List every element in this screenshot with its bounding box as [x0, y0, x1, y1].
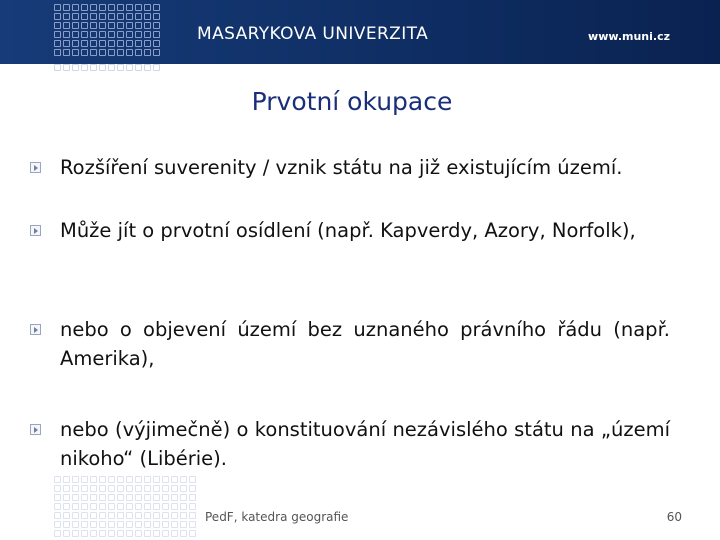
grid-cell	[126, 503, 133, 510]
grid-cell	[189, 476, 196, 483]
grid-cell	[54, 503, 61, 510]
grid-cell	[108, 512, 115, 519]
grid-cell	[90, 49, 97, 56]
grid-cell	[99, 503, 106, 510]
grid-cell	[126, 64, 133, 71]
footer-grid-decoration	[54, 476, 196, 537]
grid-cell	[153, 13, 160, 20]
grid-cell	[81, 476, 88, 483]
grid-cell	[90, 31, 97, 38]
grid-cell	[126, 530, 133, 537]
grid-cell	[99, 521, 106, 528]
grid-cell	[108, 476, 115, 483]
grid-cell	[153, 22, 160, 29]
grid-cell	[153, 49, 160, 56]
grid-cell	[144, 476, 151, 483]
grid-cell	[153, 494, 160, 501]
bullet-item	[30, 415, 670, 473]
grid-cell	[171, 512, 178, 519]
grid-cell	[189, 530, 196, 537]
grid-cell	[54, 476, 61, 483]
grid-cell	[144, 22, 151, 29]
grid-cell	[144, 64, 151, 71]
grid-cell	[99, 530, 106, 537]
grid-cell	[81, 13, 88, 20]
bullet-text: nebo o objevení území bez uznaného právního řádu (např. Amerika),	[60, 318, 670, 370]
grid-cell	[72, 503, 79, 510]
grid-cell	[81, 494, 88, 501]
grid-cell	[90, 40, 97, 47]
grid-cell	[135, 521, 142, 528]
grid-cell	[72, 521, 79, 528]
grid-cell	[54, 494, 61, 501]
grid-cell	[162, 494, 169, 501]
grid-cell	[117, 40, 124, 47]
grid-cell	[99, 49, 106, 56]
grid-cell	[180, 494, 187, 501]
slide-title: Prvotní okupace	[251, 87, 453, 116]
grid-cell	[63, 13, 70, 20]
grid-cell	[162, 503, 169, 510]
grid-cell	[90, 4, 97, 11]
grid-cell	[54, 31, 61, 38]
grid-cell	[162, 512, 169, 519]
grid-cell	[108, 494, 115, 501]
grid-cell	[63, 64, 70, 71]
grid-cell	[54, 13, 61, 20]
grid-cell	[72, 64, 79, 71]
grid-cell	[99, 13, 106, 20]
grid-cell	[81, 31, 88, 38]
grid-cell	[99, 22, 106, 29]
grid-cell	[108, 503, 115, 510]
grid-cell	[63, 485, 70, 492]
grid-cell	[144, 494, 151, 501]
grid-cell	[108, 49, 115, 56]
grid-cell	[99, 4, 106, 11]
grid-cell	[126, 40, 133, 47]
grid-cell	[135, 476, 142, 483]
grid-cell	[81, 485, 88, 492]
background-grid-decoration	[54, 64, 160, 71]
bullet-item	[30, 315, 670, 415]
grid-cell	[135, 49, 142, 56]
grid-cell	[54, 521, 61, 528]
grid-cell	[180, 530, 187, 537]
grid-cell	[126, 485, 133, 492]
bullet-arrow-icon	[30, 424, 41, 435]
grid-cell	[126, 494, 133, 501]
grid-cell	[90, 64, 97, 71]
grid-cell	[54, 485, 61, 492]
grid-cell	[135, 485, 142, 492]
grid-cell	[63, 49, 70, 56]
grid-cell	[117, 476, 124, 483]
grid-cell	[135, 13, 142, 20]
page-number: 60	[666, 510, 682, 524]
grid-cell	[135, 64, 142, 71]
grid-cell	[90, 22, 97, 29]
grid-cell	[171, 521, 178, 528]
grid-cell	[189, 503, 196, 510]
grid-cell	[153, 64, 160, 71]
grid-cell	[54, 512, 61, 519]
grid-cell	[144, 49, 151, 56]
grid-cell	[72, 476, 79, 483]
grid-cell	[63, 31, 70, 38]
bullet-item	[30, 153, 670, 216]
grid-cell	[117, 13, 124, 20]
grid-cell	[126, 31, 133, 38]
grid-cell	[189, 512, 196, 519]
grid-cell	[63, 521, 70, 528]
grid-cell	[108, 40, 115, 47]
grid-cell	[117, 521, 124, 528]
grid-cell	[162, 485, 169, 492]
grid-cell	[63, 476, 70, 483]
grid-cell	[171, 476, 178, 483]
grid-cell	[108, 22, 115, 29]
grid-cell	[153, 512, 160, 519]
grid-cell	[63, 494, 70, 501]
grid-cell	[126, 49, 133, 56]
grid-cell	[72, 22, 79, 29]
grid-cell	[72, 13, 79, 20]
grid-cell	[108, 31, 115, 38]
bullet-text: nebo (výjimečně) o konstituování nezávislého státu na „území nikoho“ (Libérie).	[60, 418, 670, 470]
grid-cell	[63, 512, 70, 519]
grid-cell	[117, 503, 124, 510]
grid-cell	[126, 512, 133, 519]
grid-cell	[171, 503, 178, 510]
grid-cell	[108, 485, 115, 492]
grid-cell	[180, 503, 187, 510]
grid-cell	[108, 521, 115, 528]
grid-cell	[90, 530, 97, 537]
grid-cell	[54, 40, 61, 47]
grid-cell	[54, 64, 61, 71]
grid-cell	[189, 494, 196, 501]
grid-cell	[117, 22, 124, 29]
grid-cell	[153, 530, 160, 537]
grid-cell	[135, 494, 142, 501]
grid-cell	[180, 485, 187, 492]
grid-cell	[117, 530, 124, 537]
grid-cell	[153, 476, 160, 483]
grid-cell	[108, 64, 115, 71]
grid-cell	[90, 512, 97, 519]
grid-cell	[72, 494, 79, 501]
grid-cell	[144, 485, 151, 492]
grid-cell	[117, 512, 124, 519]
grid-cell	[162, 476, 169, 483]
bullet-text: Může jít o prvotní osídlení (např. Kapverdy, Azory, Norfolk),	[60, 219, 636, 242]
grid-cell	[135, 512, 142, 519]
grid-cell	[81, 40, 88, 47]
grid-cell	[81, 512, 88, 519]
grid-cell	[180, 512, 187, 519]
grid-cell	[153, 503, 160, 510]
grid-cell	[117, 494, 124, 501]
grid-cell	[144, 530, 151, 537]
grid-cell	[117, 64, 124, 71]
grid-cell	[126, 13, 133, 20]
grid-cell	[153, 485, 160, 492]
grid-cell	[99, 476, 106, 483]
grid-cell	[153, 4, 160, 11]
bullet-arrow-icon	[30, 324, 41, 335]
bullet-list	[30, 153, 670, 473]
header-banner	[0, 0, 720, 64]
grid-cell	[117, 4, 124, 11]
grid-cell	[135, 503, 142, 510]
grid-cell	[135, 40, 142, 47]
grid-cell	[153, 521, 160, 528]
grid-cell	[72, 512, 79, 519]
grid-cell	[99, 512, 106, 519]
grid-cell	[117, 485, 124, 492]
grid-cell	[81, 64, 88, 71]
grid-cell	[144, 503, 151, 510]
grid-cell	[117, 49, 124, 56]
grid-cell	[81, 22, 88, 29]
grid-cell	[90, 503, 97, 510]
grid-cell	[81, 530, 88, 537]
grid-cell	[63, 503, 70, 510]
grid-cell	[171, 530, 178, 537]
grid-cell	[81, 4, 88, 11]
grid-cell	[63, 40, 70, 47]
grid-cell	[72, 31, 79, 38]
grid-cell	[144, 13, 151, 20]
grid-cell	[81, 503, 88, 510]
bullet-item	[30, 216, 670, 315]
grid-cell	[90, 494, 97, 501]
grid-cell	[144, 512, 151, 519]
grid-cell	[162, 521, 169, 528]
grid-cell	[81, 521, 88, 528]
grid-cell	[54, 4, 61, 11]
grid-cell	[144, 31, 151, 38]
grid-cell	[108, 4, 115, 11]
grid-cell	[90, 476, 97, 483]
grid-cell	[72, 49, 79, 56]
website-link[interactable]: www.muni.cz	[588, 30, 670, 43]
grid-cell	[171, 494, 178, 501]
grid-cell	[126, 476, 133, 483]
grid-cell	[54, 22, 61, 29]
grid-cell	[162, 530, 169, 537]
grid-cell	[126, 521, 133, 528]
grid-cell	[63, 530, 70, 537]
grid-cell	[81, 49, 88, 56]
grid-cell	[99, 40, 106, 47]
grid-cell	[72, 4, 79, 11]
grid-cell	[144, 4, 151, 11]
grid-cell	[99, 64, 106, 71]
grid-cell	[180, 521, 187, 528]
grid-cell	[63, 4, 70, 11]
footer-text: PedF, katedra geografie	[205, 510, 349, 524]
grid-cell	[117, 31, 124, 38]
grid-cell	[171, 485, 178, 492]
grid-cell	[135, 4, 142, 11]
grid-cell	[99, 494, 106, 501]
grid-cell	[126, 4, 133, 11]
grid-cell	[135, 31, 142, 38]
grid-cell	[99, 31, 106, 38]
grid-cell	[189, 521, 196, 528]
muni-grid-logo-icon	[54, 4, 160, 56]
grid-cell	[153, 31, 160, 38]
university-name: MASARYKOVA UNIVERZITA	[197, 24, 429, 44]
grid-cell	[90, 521, 97, 528]
grid-cell	[144, 40, 151, 47]
grid-cell	[180, 476, 187, 483]
bullet-arrow-icon	[30, 162, 41, 173]
grid-cell	[108, 530, 115, 537]
grid-cell	[54, 49, 61, 56]
grid-cell	[72, 485, 79, 492]
grid-cell	[54, 530, 61, 537]
grid-cell	[135, 530, 142, 537]
bullet-arrow-icon	[30, 225, 41, 236]
grid-cell	[153, 40, 160, 47]
grid-cell	[90, 13, 97, 20]
grid-cell	[108, 13, 115, 20]
grid-cell	[72, 530, 79, 537]
grid-cell	[63, 22, 70, 29]
grid-cell	[189, 485, 196, 492]
grid-cell	[90, 485, 97, 492]
grid-cell	[126, 22, 133, 29]
grid-cell	[72, 40, 79, 47]
grid-cell	[99, 485, 106, 492]
grid-cell	[135, 22, 142, 29]
bullet-text: Rozšíření suverenity / vznik státu na již existujícím území.	[60, 156, 623, 179]
grid-cell	[144, 521, 151, 528]
